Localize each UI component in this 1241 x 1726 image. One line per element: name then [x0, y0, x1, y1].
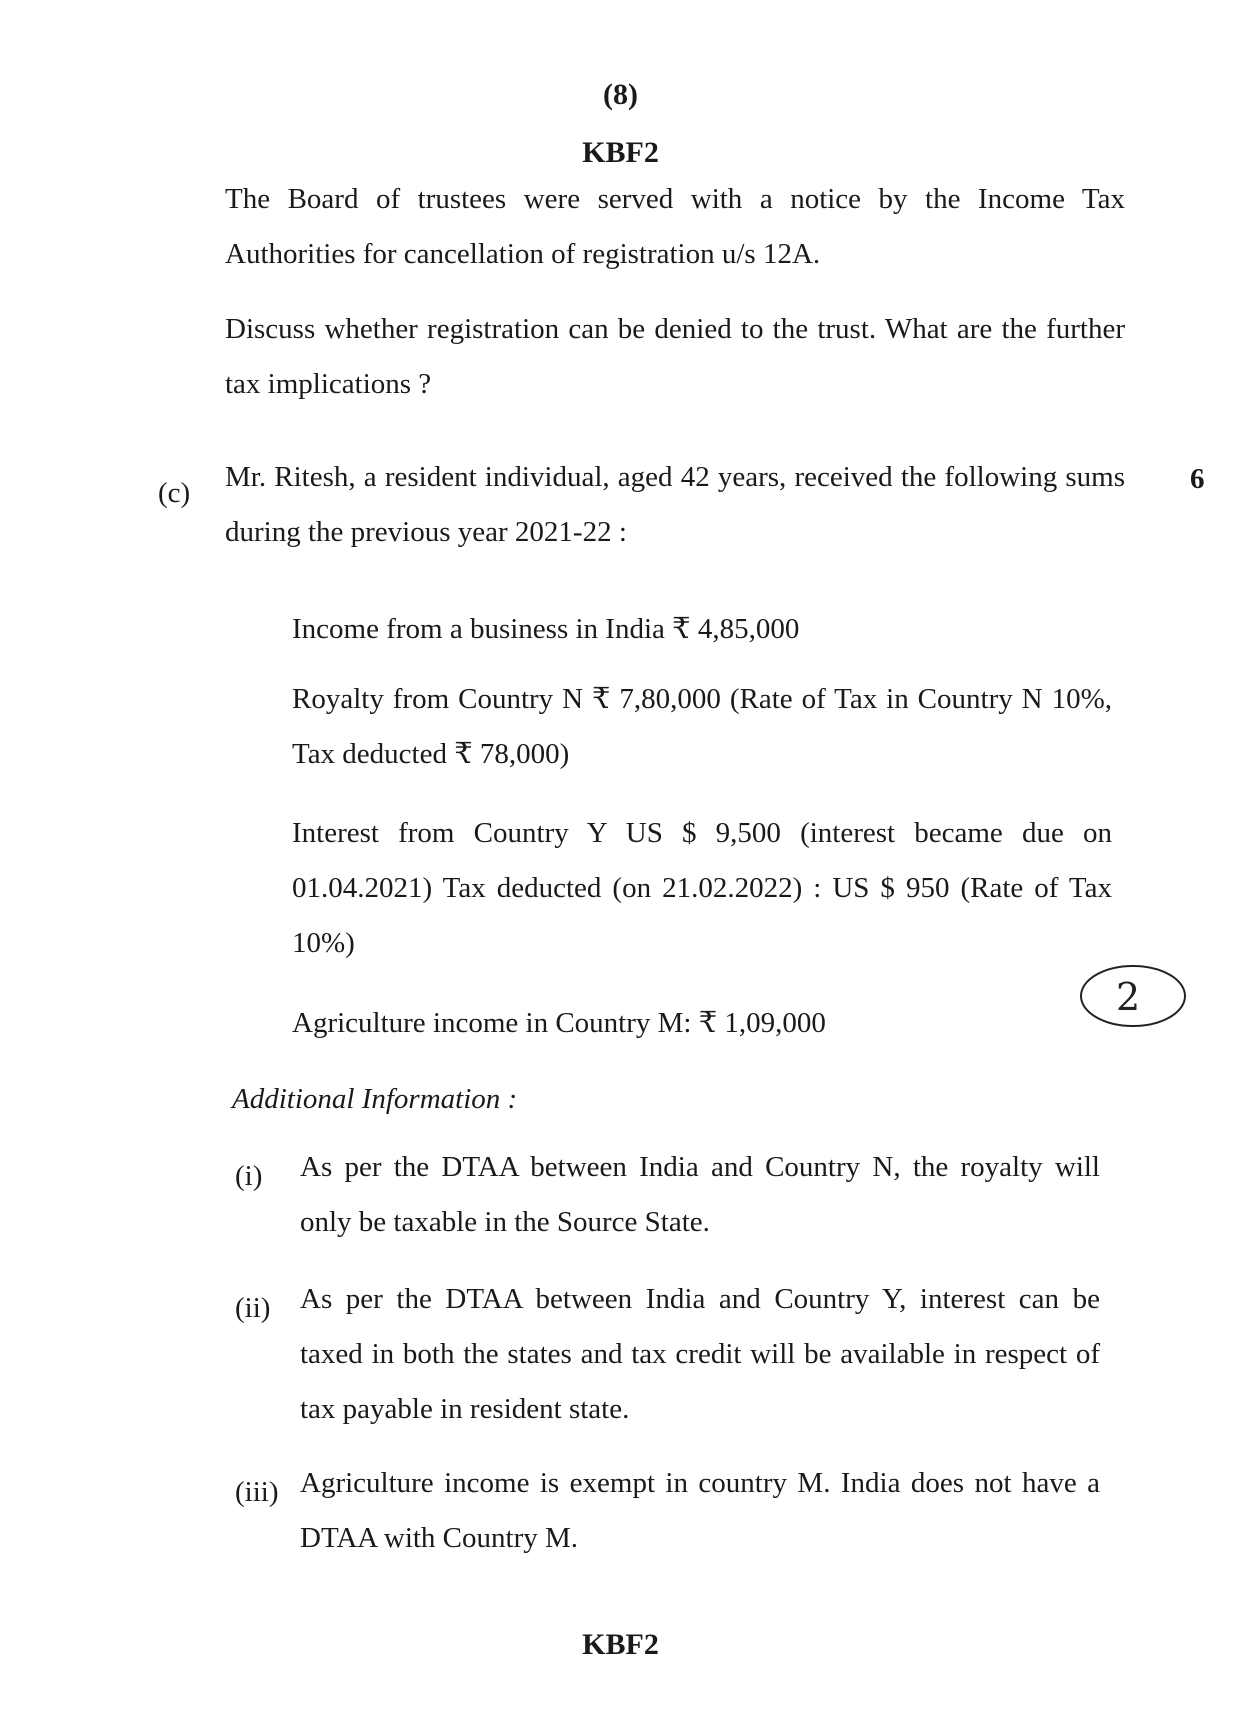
additional-label-ii: (ii) — [235, 1292, 271, 1324]
paper-code-footer: KBF2 — [582, 1628, 659, 1661]
page-number: (8) — [603, 78, 638, 111]
svg-text:2: 2 — [1116, 975, 1141, 1019]
question-c-marks: 6 — [1190, 463, 1205, 495]
income-item-royalty: Royalty from Country N ₹ 7,80,000 (Rate of Tax in Country N 10%, Tax deducted ₹ 78,000) — [292, 683, 1112, 770]
paper-code-header: KBF2 — [582, 136, 659, 169]
additional-info-heading: Additional Information : — [232, 1083, 518, 1115]
question-c-label: (c) — [158, 477, 191, 509]
additional-text-iii: Agriculture income is exempt in country M. India does not have a DTAA with Country M. — [300, 1467, 1100, 1554]
question-c-stem: Mr. Ritesh, a resident individual, aged 42 years, received the following sums during the previous year 2021-22 : — [225, 461, 1125, 548]
additional-label-iii: (iii) — [235, 1476, 279, 1508]
additional-label-i: (i) — [235, 1160, 263, 1192]
income-item-business: Income from a business in India ₹ 4,85,000 — [292, 613, 800, 645]
income-item-agriculture: Agriculture income in Country M: ₹ 1,09,000 — [292, 1007, 826, 1039]
income-item-interest: Interest from Country Y US $ 9,500 (interest became due on 01.04.2021) Tax deducted (on 21.02.2022) : US $ 950 (Rate of Tax 10%) — [292, 817, 1112, 959]
additional-text-ii: As per the DTAA between India and Country Y, interest can be taxed in both the states and tax credit will be available in respect of tax payable in resident state. — [300, 1283, 1100, 1425]
intro-paragraph-2: Discuss whether registration can be denied to the trust. What are the further tax implications ? — [225, 313, 1125, 400]
intro-paragraph-1: The Board of trustees were served with a notice by the Income Tax Authorities for cancellation of registration u/s 12A. — [225, 183, 1125, 270]
additional-text-i: As per the DTAA between India and Country N, the royalty will only be taxable in the Source State. — [300, 1151, 1100, 1238]
handwritten-circled-mark — [1078, 962, 1188, 1030]
